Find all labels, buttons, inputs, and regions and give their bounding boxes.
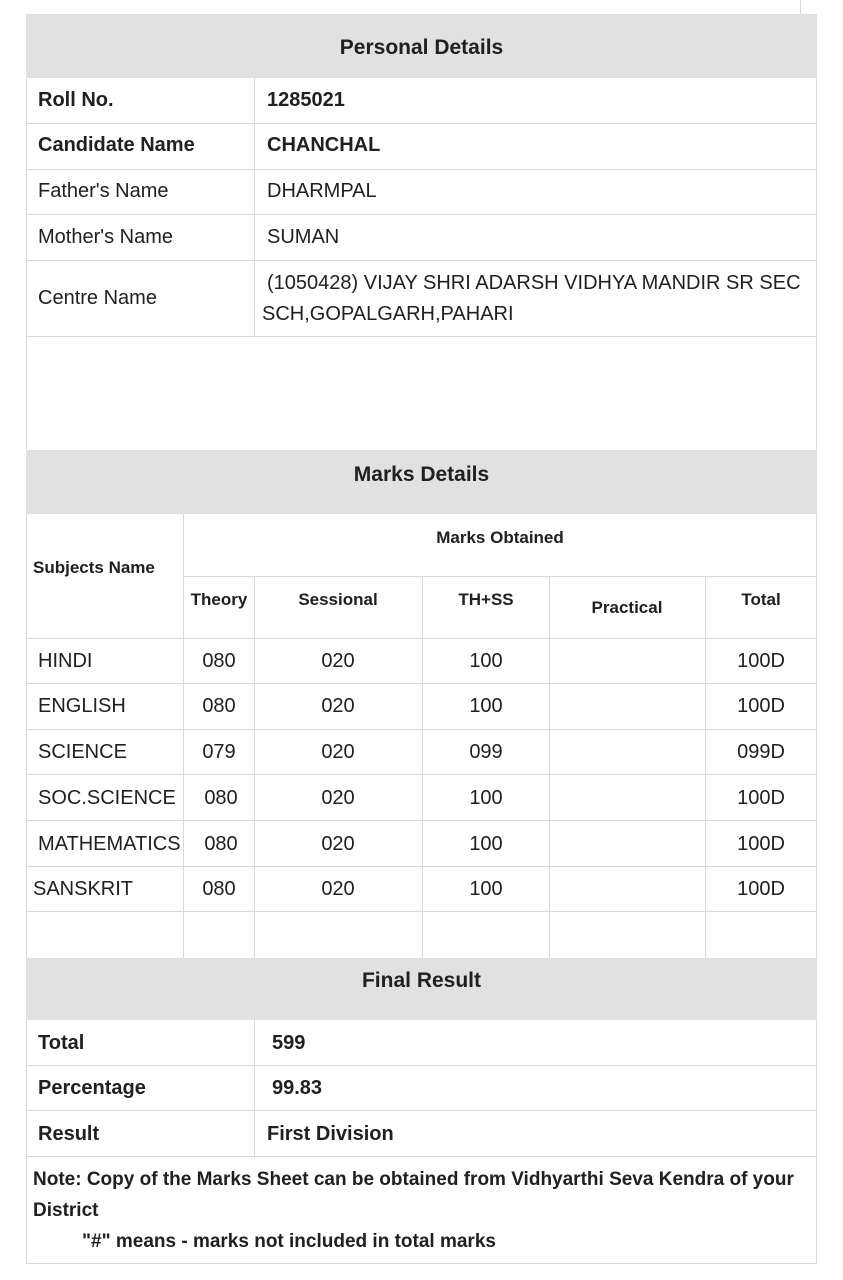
divider (254, 1020, 255, 1156)
sessional-mark: 020 (321, 833, 355, 855)
roll-no-label: Roll No. (38, 89, 114, 111)
theory-mark: 080 (202, 878, 236, 900)
col-total-header: Total (741, 590, 781, 609)
note-line-2: District (33, 1200, 99, 1221)
divider (26, 260, 817, 261)
marks-details-title: Marks Details (353, 463, 490, 486)
total-label: Total (38, 1032, 85, 1054)
divider (549, 576, 550, 958)
divider (816, 514, 817, 958)
marks-obtained-header: Marks Obtained (436, 528, 564, 547)
theory-mark: 080 (202, 650, 236, 672)
final-result-header (26, 958, 817, 1020)
divider (26, 911, 817, 912)
sessional-mark: 020 (321, 741, 355, 763)
sessional-mark: 020 (321, 695, 355, 717)
fathers-name-value: DHARMPAL (267, 180, 377, 202)
divider (26, 123, 817, 124)
sessional-mark: 020 (321, 878, 355, 900)
subject-name: HINDI (38, 650, 93, 672)
candidate-name-value: CHANCHAL (267, 134, 381, 156)
subject-name: MATHEMATICS (38, 833, 181, 855)
divider (254, 78, 255, 337)
thss-mark: 100 (469, 787, 503, 809)
divider (26, 1156, 817, 1157)
sessional-mark: 020 (321, 650, 355, 672)
roll-no-value: 1285021 (267, 89, 345, 111)
thss-mark: 099 (469, 741, 503, 763)
theory-mark: 080 (204, 833, 238, 855)
divider (26, 774, 817, 775)
col-theory-header: Theory (190, 590, 248, 609)
total-value: 599 (272, 1032, 306, 1054)
divider (816, 78, 817, 450)
subjects-name-header: Subjects Name (33, 558, 155, 577)
mothers-name-value: SUMAN (267, 226, 340, 248)
divider (26, 78, 27, 450)
thss-mark: 100 (469, 695, 503, 717)
centre-name-value-line1: (1050428) VIJAY SHRI ADARSH VIDHYA MANDIR SR SEC (267, 272, 801, 294)
divider (26, 1110, 817, 1111)
percentage-label: Percentage (38, 1077, 146, 1099)
divider (816, 1020, 817, 1264)
divider (183, 576, 817, 577)
total-mark: 100D (737, 650, 785, 672)
thss-mark: 100 (469, 833, 503, 855)
divider (422, 576, 423, 958)
divider (26, 336, 817, 337)
personal-details-header (26, 14, 817, 78)
total-mark: 099D (737, 741, 785, 763)
subject-name: SOC.SCIENCE (38, 787, 176, 809)
candidate-name-label: Candidate Name (38, 134, 195, 156)
marks-details-header (26, 450, 817, 514)
thss-mark: 100 (469, 650, 503, 672)
total-mark: 100D (737, 695, 785, 717)
divider (183, 514, 184, 958)
mothers-name-label: Mother's Name (38, 226, 173, 248)
theory-mark: 079 (202, 741, 236, 763)
col-practical-header: Practical (591, 598, 663, 617)
fathers-name-label: Father's Name (38, 180, 169, 202)
percentage-value: 99.83 (272, 1077, 323, 1099)
total-mark: 100D (737, 787, 785, 809)
divider (26, 214, 817, 215)
personal-details-title: Personal Details (339, 36, 504, 59)
result-value: First Division (267, 1123, 394, 1145)
note-line-1: Note: Copy of the Marks Sheet can be obtained from Vidhyarthi Seva Kendra of your (33, 1169, 794, 1190)
subject-name: SANSKRIT (33, 878, 134, 900)
page-edge (800, 0, 801, 14)
subject-name: ENGLISH (38, 695, 126, 717)
divider (254, 576, 255, 958)
theory-mark: 080 (204, 787, 238, 809)
divider (26, 638, 817, 639)
divider (26, 169, 817, 170)
divider (26, 1020, 27, 1264)
divider (26, 683, 817, 684)
divider (26, 1065, 817, 1066)
divider (26, 820, 817, 821)
thss-mark: 100 (469, 878, 503, 900)
divider (26, 866, 817, 867)
note-line-3: "#" means - marks not included in total marks (82, 1231, 496, 1252)
divider (705, 576, 706, 958)
total-mark: 100D (737, 833, 785, 855)
col-sessional-header: Sessional (298, 590, 378, 609)
subject-name: SCIENCE (38, 741, 127, 763)
col-thss-header: TH+SS (458, 590, 514, 609)
sessional-mark: 020 (321, 787, 355, 809)
result-label: Result (38, 1123, 100, 1145)
final-result-title: Final Result (361, 969, 482, 992)
centre-name-value-line2: SCH,GOPALGARH,PAHARI (262, 303, 514, 325)
divider (26, 1263, 817, 1264)
theory-mark: 080 (202, 695, 236, 717)
centre-name-label: Centre Name (38, 287, 157, 309)
divider (26, 514, 27, 958)
divider (26, 729, 817, 730)
total-mark: 100D (737, 878, 785, 900)
